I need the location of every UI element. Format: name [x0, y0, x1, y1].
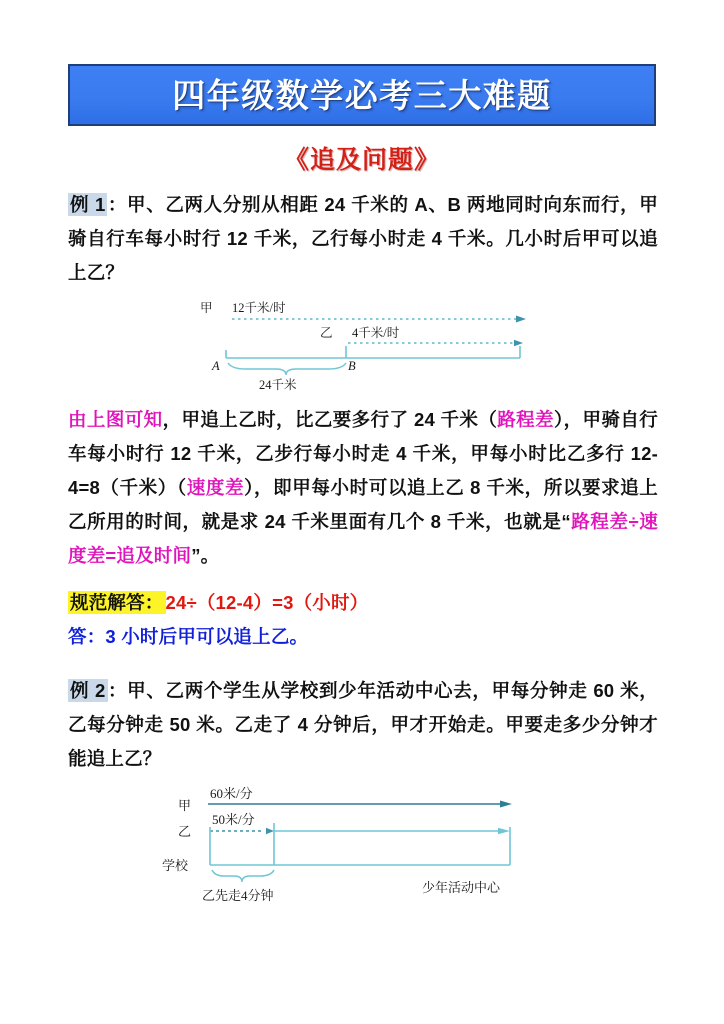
explanation-seg-2: ），甲骑自行车每小时行 12 千米，乙步行每小时走 4 千米，甲每小时比乙多行 12-4=8（千米）（ — [68, 409, 658, 498]
page-title: 四年级数学必考三大难题 — [172, 76, 552, 114]
diagram1-point-a: A — [212, 359, 220, 373]
diagram1-yi-label: 乙 — [320, 326, 333, 340]
standard-solution-label: 规范解答： — [70, 592, 164, 613]
explanation-seg-4: ”。 — [191, 545, 220, 566]
term-speed-difference: 速度差 — [186, 477, 245, 498]
diagram1-jia-label: 甲 — [200, 301, 213, 315]
answer-prefix: 答： — [68, 626, 106, 647]
explanation-seg-1: ，甲追上乙时，比乙要多行了 24 千米（ — [162, 409, 498, 430]
diagram2-start-label: 学校 — [162, 858, 189, 873]
diagram2-end-label: 少年活动中心 — [422, 880, 501, 895]
example-1-label: 例 1 — [70, 194, 106, 215]
example-2-colon: ： — [107, 680, 128, 701]
chase-formula: 路程差÷速度差=追及时间 — [68, 511, 658, 566]
example-2-statement — [68, 674, 658, 776]
explanation-seg-3: ），即甲每小时可以追上乙 8 千米，所以要求追上乙所用的时间，就是求 24 千米里面有几个 8 千米，也就是“ — [68, 477, 659, 532]
example-1-colon: ： — [107, 194, 128, 215]
diagram1-point-b: B — [348, 359, 356, 373]
answer-text: 3 小时后甲可以追上乙。 — [105, 626, 309, 647]
explanation-paragraph — [68, 403, 658, 573]
standard-solution-line — [68, 586, 658, 620]
solution-expression: 24÷（12-4）=3（小时） — [165, 592, 369, 613]
diagram2-jia-label: 甲 — [178, 798, 192, 813]
example-2-body: 甲、乙两个学生从学校到少年活动中心去，甲每分钟走 60 米，乙每分钟走 50 米。乙走了 4 分钟后，甲才开始走。甲要走多少分钟才能追上乙？ — [68, 680, 659, 769]
explanation-lead: 由上图可知 — [68, 409, 163, 430]
diagram2-yi-label: 乙 — [178, 824, 192, 839]
diagram2-yi-speed: 50米/分 — [212, 812, 255, 827]
example-1-body: 甲、乙两人分别从相距 24 千米的 A、B 两地同时向东而行，甲骑自行车每小时行 12 千米，乙行每小时走 4 千米。几小时后甲可以追上乙？ — [68, 194, 658, 283]
diagram-example-2 — [160, 782, 560, 910]
diagram2-jia-speed: 60米/分 — [210, 786, 253, 801]
diagram1-yi-speed: 4千米/时 — [352, 326, 400, 340]
title-banner — [68, 64, 656, 126]
diagram1-brace-label: 24千米 — [259, 378, 297, 392]
diagram2-brace-label: 乙先走4分钟 — [202, 888, 274, 903]
final-answer-line — [68, 620, 658, 654]
diagram1-jia-speed: 12千米/时 — [232, 301, 286, 315]
subtitle: 《追及问题》 — [283, 146, 440, 174]
diagram-example-1 — [198, 296, 538, 392]
term-distance-difference: 路程差 — [497, 409, 554, 430]
example-2-label: 例 2 — [70, 680, 106, 701]
example-1-statement — [68, 188, 658, 290]
